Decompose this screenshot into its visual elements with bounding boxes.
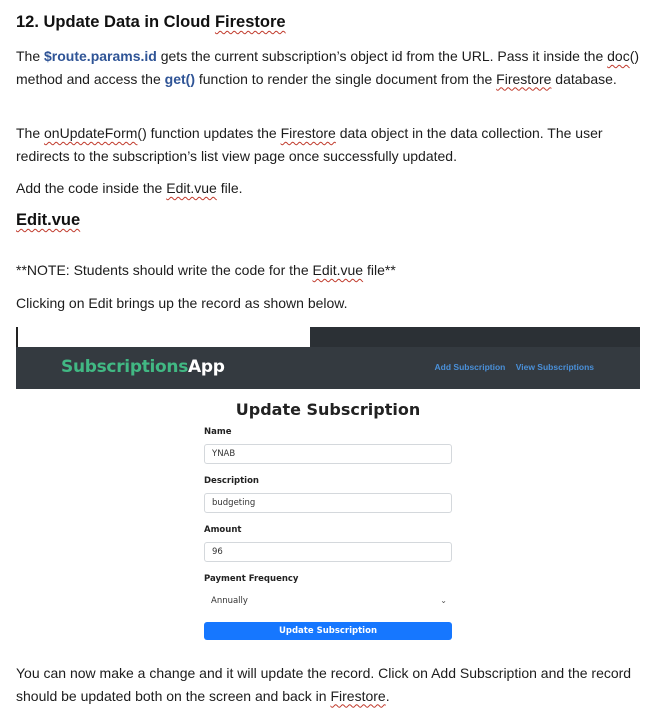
route-params-code: $route.params.id xyxy=(44,48,157,64)
p2-text-3: data object in the data collection. The user redirects to the subscription’s list view page once successfully updated. xyxy=(16,125,603,164)
update-subscription-button[interactable]: Update Subscription xyxy=(204,622,452,640)
p1-text-4: function to render the single document from the xyxy=(194,70,497,87)
paragraph-1 xyxy=(16,45,641,90)
p2-text-2: () function updates the xyxy=(137,125,281,141)
name-label: Name xyxy=(204,427,232,437)
app-screenshot xyxy=(16,327,640,647)
p3-text-1: Add the code inside the xyxy=(16,180,167,196)
payment-frequency-label: Payment Frequency xyxy=(204,574,299,584)
p1-firestore-word: Firestore xyxy=(496,70,552,87)
paragraph-3 xyxy=(16,177,641,200)
get-function-code: get() xyxy=(164,70,195,87)
screenshot-top-strip-left xyxy=(16,327,310,347)
amount-label: Amount xyxy=(204,525,242,535)
on-update-form-word: onUpdateForm xyxy=(44,125,138,141)
name-input[interactable]: YNAB xyxy=(204,444,452,464)
heading-firestore-word: Firestore xyxy=(214,13,286,31)
p1-text-1: The xyxy=(16,48,45,64)
payment-frequency-value: Annually xyxy=(211,596,248,606)
section-heading xyxy=(16,13,286,32)
p5-text-1: You can now make a change and it will update the record. Click on Add Subscription and the record should be updated both on the screen and back in xyxy=(16,665,632,704)
note-edit-vue-word: Edit.vue xyxy=(312,262,364,278)
nav-add-subscription[interactable]: Add Subscription xyxy=(434,362,506,372)
heading-text: 12. Update Data in Cloud xyxy=(16,13,215,31)
p3-text-2: file. xyxy=(216,180,243,196)
description-input[interactable]: budgeting xyxy=(204,493,452,513)
screenshot-top-strip-right xyxy=(310,327,640,347)
form-title: Update Subscription xyxy=(235,400,421,419)
paragraph-2 xyxy=(16,122,641,167)
payment-frequency-select[interactable] xyxy=(204,592,452,612)
chevron-down-icon: ⌄ xyxy=(440,596,447,605)
nav-view-subscriptions[interactable]: View Subscriptions xyxy=(515,362,594,372)
description-label: Description xyxy=(204,476,259,486)
note-text-2: file** xyxy=(363,262,396,278)
paragraph-5 xyxy=(16,662,641,707)
p1-text-5: database. xyxy=(551,70,617,87)
p2-firestore-word: Firestore xyxy=(280,125,336,141)
doc-method-word: doc xyxy=(607,48,630,64)
p5-firestore-word: Firestore xyxy=(330,687,386,704)
p2-text-1: The xyxy=(16,125,45,141)
edit-vue-word: Edit.vue xyxy=(166,180,217,196)
app-brand[interactable] xyxy=(61,357,225,377)
p1-text-2: gets the current subscription’s object id from the URL. Pass it inside the xyxy=(156,48,608,64)
note-text-1: **NOTE: Students should write the code for the xyxy=(16,262,313,278)
brand-white-text: App xyxy=(188,357,225,377)
p5-text-2: . xyxy=(385,687,390,704)
file-subheading: Edit.vue xyxy=(16,211,81,229)
paragraph-4: Clicking on Edit brings up the record as shown below. xyxy=(16,295,348,311)
brand-green-text: Subscriptions xyxy=(61,357,189,377)
note-paragraph xyxy=(16,259,641,282)
p1-text-3: () method and access the xyxy=(16,48,640,87)
nav-links xyxy=(427,362,594,372)
amount-input[interactable]: 96 xyxy=(204,542,452,562)
app-navbar xyxy=(16,347,640,389)
